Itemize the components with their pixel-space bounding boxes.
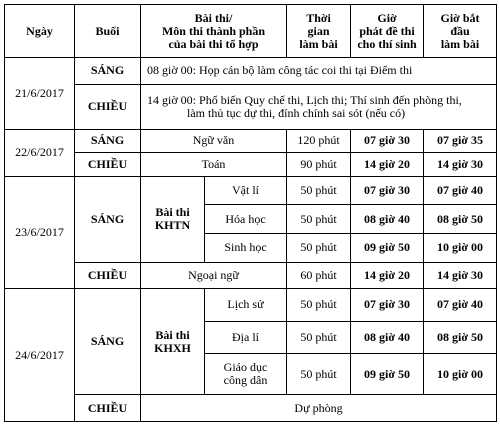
duration-cell: 50 phút (287, 176, 351, 205)
session-cell: SÁNG (75, 129, 141, 153)
duration-cell: 50 phút (287, 233, 351, 262)
date-cell: 23/6/2017 (5, 176, 75, 288)
header-subject (141, 5, 287, 58)
header-duration-line: Thời (306, 10, 331, 25)
duration-cell: 90 phút (287, 153, 351, 177)
distribute-time-cell: 08 giờ 40 (351, 205, 424, 234)
table-row (5, 289, 497, 322)
start-time-cell: 10 giờ 00 (424, 233, 497, 262)
header-distribute-time (351, 5, 424, 58)
session-cell: SÁNG (75, 289, 141, 395)
table-row (5, 84, 497, 129)
subject-cell (205, 354, 287, 395)
reserve-cell: Dự phòng (141, 395, 497, 422)
header-duration-line: gian (307, 23, 330, 38)
activity-cell (141, 84, 497, 129)
table-row (5, 176, 497, 205)
activity-line: 14 giờ 00: Phổ biến Quy chế thi, Lịch thi; Thí sinh đến phòng thi, (147, 92, 462, 107)
table-row (5, 153, 497, 177)
subject-line: Giáo dục (223, 360, 268, 375)
distribute-time-cell: 14 giờ 20 (351, 262, 424, 289)
duration-cell: 50 phút (287, 205, 351, 234)
session-cell: SÁNG (75, 58, 141, 85)
distribute-time-cell: 07 giờ 30 (351, 289, 424, 322)
subject-cell: Ngoại ngữ (141, 262, 287, 289)
distribute-time-cell: 09 giờ 50 (351, 233, 424, 262)
start-time-cell: 08 giờ 50 (424, 205, 497, 234)
header-distribute-line: phát đề thi (359, 23, 415, 38)
date-cell: 24/6/2017 (5, 289, 75, 422)
duration-cell: 50 phút (287, 354, 351, 395)
header-session: Buổi (75, 5, 141, 58)
duration-cell: 120 phút (287, 129, 351, 153)
distribute-time-cell: 08 giờ 40 (351, 321, 424, 354)
combined-exam-line: KHTN (154, 218, 191, 233)
subject-cell: Vật lí (205, 176, 287, 205)
header-start-line: đầu (450, 23, 470, 38)
distribute-time-cell: 07 giờ 30 (351, 176, 424, 205)
date-cell: 22/6/2017 (5, 129, 75, 176)
start-time-cell: 14 giờ 30 (424, 153, 497, 177)
header-row (5, 5, 497, 58)
header-duration (287, 5, 351, 58)
header-subject-line: của bài thi tổ hợp (168, 36, 259, 51)
table-row (5, 58, 497, 85)
header-start-line: Giờ bắt (440, 10, 480, 25)
activity-line: làm thủ tục dự thi, đính chính sai sót (nếu có) (187, 105, 406, 120)
start-time-cell: 07 giờ 35 (424, 129, 497, 153)
start-time-cell: 14 giờ 30 (424, 262, 497, 289)
subject-cell: Hóa học (205, 205, 287, 234)
subject-cell: Lịch sử (205, 289, 287, 322)
exam-schedule-table (4, 4, 497, 422)
table-row (5, 395, 497, 422)
duration-cell: 50 phút (287, 321, 351, 354)
header-day: Ngày (5, 5, 75, 58)
header-subject-line: Bài thi/ (194, 10, 233, 25)
subject-cell: Sinh học (205, 233, 287, 262)
start-time-cell: 08 giờ 50 (424, 321, 497, 354)
activity-cell: 08 giờ 00: Họp cán bộ làm công tác coi thi tại Điểm thi (141, 58, 497, 85)
combined-exam-cell (141, 176, 205, 262)
subject-cell: Địa lí (205, 321, 287, 354)
session-cell: CHIỀU (75, 153, 141, 177)
table-row (5, 262, 497, 289)
header-distribute-line: cho thí sinh (357, 36, 417, 51)
distribute-time-cell: 14 giờ 20 (351, 153, 424, 177)
date-cell: 21/6/2017 (5, 58, 75, 130)
header-start-time (424, 5, 497, 58)
header-distribute-line: Giờ (377, 10, 397, 25)
combined-exam-line: KHXH (154, 340, 191, 355)
subject-cell: Ngữ văn (141, 129, 287, 153)
session-cell: CHIỀU (75, 262, 141, 289)
header-start-line: làm bài (440, 36, 480, 51)
subject-line: công dân (223, 373, 268, 388)
session-cell: CHIỀU (75, 395, 141, 422)
duration-cell: 60 phút (287, 262, 351, 289)
distribute-time-cell: 09 giờ 50 (351, 354, 424, 395)
subject-cell: Toán (141, 153, 287, 177)
table-row (5, 129, 497, 153)
duration-cell: 50 phút (287, 289, 351, 322)
distribute-time-cell: 07 giờ 30 (351, 129, 424, 153)
session-cell: SÁNG (75, 176, 141, 262)
start-time-cell: 07 giờ 40 (424, 176, 497, 205)
start-time-cell: 10 giờ 00 (424, 354, 497, 395)
start-time-cell: 07 giờ 40 (424, 289, 497, 322)
header-duration-line: làm bài (299, 36, 338, 51)
combined-exam-line: Bài thi (155, 205, 190, 220)
session-cell: CHIỀU (75, 84, 141, 129)
header-subject-line: Môn thi thành phần (161, 23, 266, 38)
combined-exam-line: Bài thi (155, 327, 190, 342)
combined-exam-cell (141, 289, 205, 395)
